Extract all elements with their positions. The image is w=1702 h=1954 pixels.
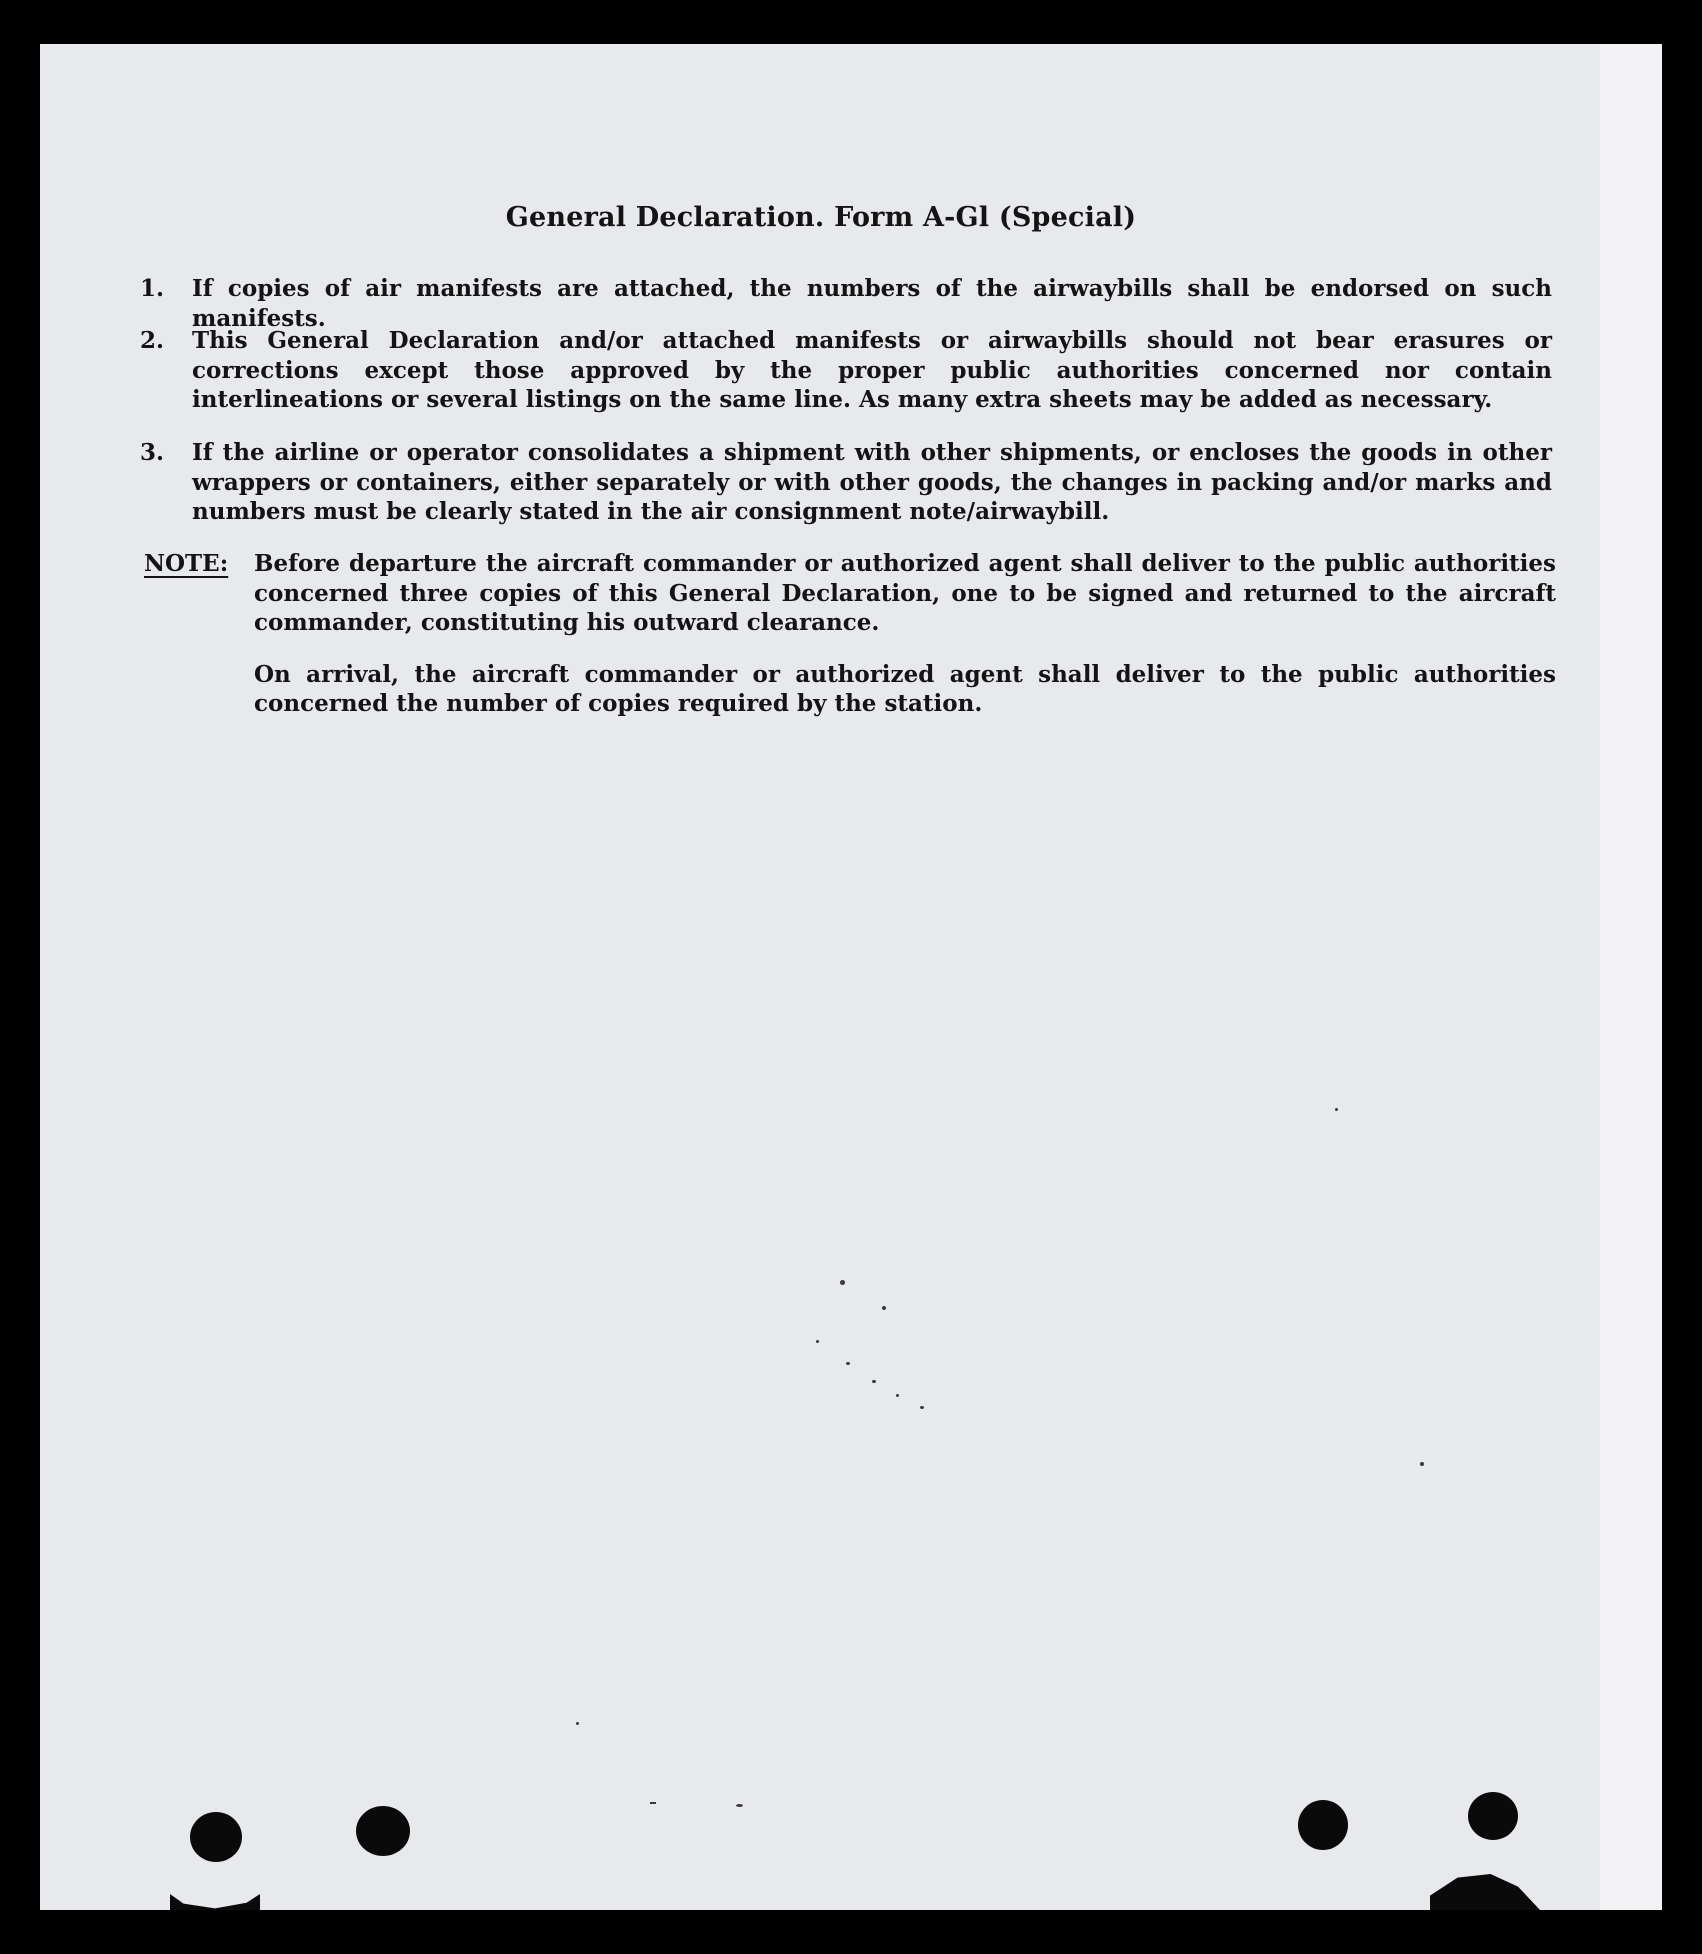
ink-speck	[846, 1362, 850, 1365]
punch-hole	[1468, 1792, 1518, 1840]
ink-speck	[576, 1722, 579, 1725]
item-number: 3.	[140, 439, 165, 466]
document-title: General Declaration. Form A-Gl (Special)	[505, 202, 1137, 233]
item-text: If copies of air manifests are attached, the numbers of the airwaybills shall be endorsed on such manifests.	[192, 275, 1552, 332]
ink-speck	[872, 1380, 876, 1383]
punch-hole	[356, 1806, 410, 1856]
note-paragraph-departure: Before departure the aircraft commander or authorized agent shall deliver to the public authorities concerned three copies of this General Declaration, one to be signed and returned to the aircraft commander, constituting his outward clearance.	[254, 550, 1556, 636]
instruction-item-2	[140, 326, 1552, 415]
note-block	[144, 549, 1556, 719]
ink-speck	[1335, 1108, 1338, 1111]
punch-hole	[1298, 1800, 1348, 1850]
ink-speck	[920, 1406, 924, 1409]
ink-speck	[882, 1306, 886, 1310]
ink-speck	[650, 1802, 656, 1804]
instruction-item-3	[140, 438, 1552, 527]
torn-edge	[170, 1894, 260, 1910]
item-number: 1.	[140, 275, 165, 302]
item-number: 2.	[140, 327, 165, 354]
paper-sheet	[40, 44, 1662, 1910]
punch-hole	[190, 1812, 242, 1862]
note-paragraph-arrival: On arrival, the aircraft commander or authorized agent shall deliver to the public authorities concerned the number of copies required by the station.	[254, 660, 1556, 717]
ink-speck	[736, 1804, 743, 1807]
item-text: If the airline or operator consolidates a shipment with other shipments, or encloses the goods in other wrappers or containers, either separately or with other goods, the changes in packing and/or marks and numbers must be clearly stated in the air consignment note/airwaybill.	[192, 439, 1552, 525]
instruction-item-1	[140, 274, 1552, 333]
torn-corner	[1430, 1874, 1540, 1910]
note-label: NOTE:	[144, 550, 229, 577]
item-text: This General Declaration and/or attached manifests or airwaybills should not bear erasures or corrections except those approved by the proper public authorities concerned nor contain interlineations or several listings on the same line. As many extra sheets may be added as necessary.	[192, 327, 1552, 413]
ink-speck	[840, 1280, 845, 1285]
ink-speck	[896, 1394, 899, 1397]
ink-speck	[1420, 1462, 1424, 1466]
document-content	[40, 44, 1662, 1910]
ink-speck	[816, 1340, 819, 1343]
